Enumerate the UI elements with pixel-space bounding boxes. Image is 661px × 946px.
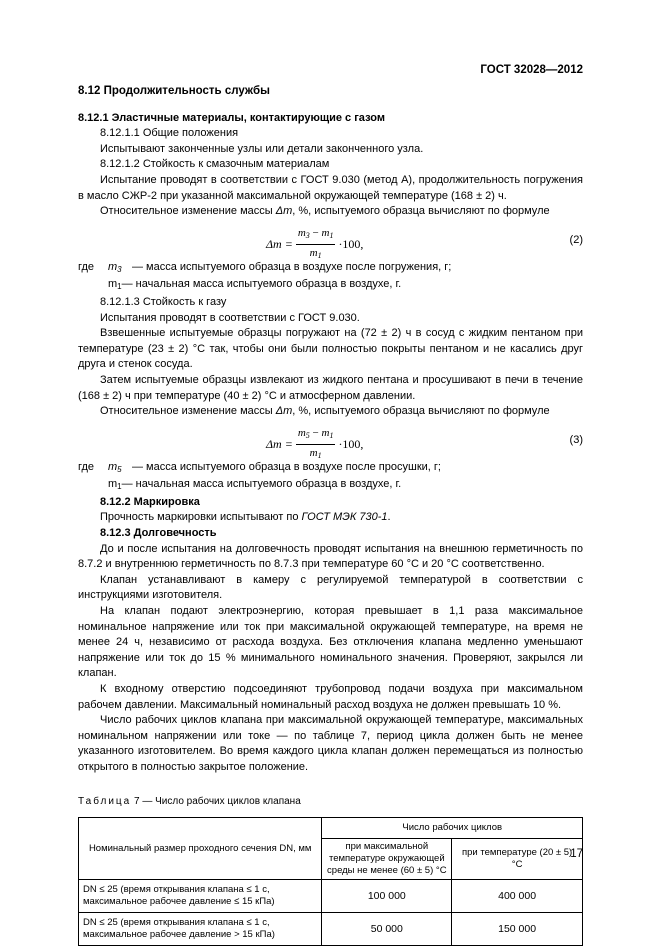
- table-header-row-1: [79, 818, 583, 839]
- table-7-caption: Таблица 7 — Число рабочих циклов клапана: [78, 795, 301, 807]
- table-row: [79, 880, 583, 913]
- formula-3-number: (3): [569, 433, 583, 446]
- section-8-12-3-p2: Клапан устанавливают в камеру с регулируемой температурой в соответствии с инструкциями изготовителя.: [78, 573, 583, 602]
- section-8-12-1-1-title: 8.12.1.1 Общие положения: [100, 127, 239, 140]
- section-8-12-3-title: 8.12.3 Долговечность: [100, 527, 217, 540]
- table-head-cycles: Число рабочих циклов: [322, 818, 583, 839]
- section-8-12-2-title: 8.12.2 Маркировка: [100, 495, 200, 508]
- section-8-12-1-title: 8.12.1 Эластичные материалы, контактирующие с газом: [78, 111, 385, 124]
- table-cell-room: 150 000: [452, 913, 583, 946]
- where-2-row-2: $m_1—$ начальная масса испытуемого образца в воздухе, г.: [108, 278, 402, 292]
- table-cell-dn: DN ≤ 25 (время открывания клапана ≤ 1 с, максимальное рабочее давление > 15 кПа): [79, 913, 322, 946]
- table-row: [79, 913, 583, 946]
- section-8-12-3-p1: До и после испытания на долговечность проводят испытания на внешнюю герметичность по 8.7.2 и внутреннюю герметичность по 8.7.3 при температуре 60 °С и 20 °С соответственно.: [78, 542, 583, 571]
- section-8-12-3-p4: К входному отверстию подсоединяют трубопровод подачи воздуха при максимальном рабочем давлении. Максимальный номинальный расход воздуха не должен превышать 10 %.: [78, 683, 583, 711]
- section-8-12-1-3-text-2: Взвешенные испытуемые образцы погружают на (72 ± 2) ч в сосуд с жидким пентаном при температуре (23 ± 2) °С так, чтобы они были полностью покрыты пентаном и не касались друг друга и стенок сосуда.: [78, 327, 583, 371]
- section-8-12-1-2-text: Испытание проводят в соответствии с ГОСТ 9.030 (метод А), продолжительность погружения в масло СЖР-2 при указанной максимальной окружающей температуре (168 ± 2) ч.: [78, 173, 583, 202]
- table-cell-room: 400 000: [452, 880, 583, 913]
- page-number: 17: [570, 848, 583, 860]
- section-8-12-title: 8.12 Продолжительность службы: [78, 85, 270, 97]
- formula-2: [78, 224, 583, 261]
- section-8-12-1-1-text: Испытывают законченные узлы или детали законченного узла.: [100, 142, 424, 155]
- document-id: ГОСТ 32028—2012: [480, 64, 583, 76]
- section-8-12-1-3-text-3: Затем испытуемые образцы извлекают из жидкого пентана и просушивают в печи в течение (168 ± 2) ч при температуре (40 ± 2) °С и атмосферном давлении.: [78, 373, 583, 402]
- where-2-row-1: где $m_3$ — масса испытуемого образца в воздухе после погружения, г;: [78, 260, 452, 274]
- table-head-max-temp: при максимальной температуре окружающей среды не менее (60 ± 5) °С: [322, 839, 452, 880]
- section-8-12-1-3-text-1: Испытания проводят в соответствии с ГОСТ 9.030.: [100, 311, 360, 324]
- where-3-row-1: где $m_5$ — масса испытуемого образца в воздухе после просушки, г;: [78, 460, 441, 474]
- formula-3-expression: Δm = $\frac{m_5 - m_1}{m_1}$ ·100,: [266, 426, 363, 464]
- formula-2-expression: Δm = $\frac{m_3 - m_1}{m_1}$ ·100,: [266, 226, 363, 264]
- formula-3-fraction: $\frac{m_5 - m_1}{m_1}$: [297, 426, 334, 461]
- formula-2-fraction: $\frac{m_3 - m_1}{m_1}$: [297, 226, 334, 261]
- table-7: [78, 817, 583, 946]
- table-cell-dn: DN ≤ 25 (время открывания клапана ≤ 1 с, максимальное рабочее давление ≤ 15 кПа): [79, 880, 322, 913]
- table-cell-max: 50 000: [322, 913, 452, 946]
- section-8-12-3-p5: Число рабочих циклов клапана при максимальной окружающей температуре, максимальных номинальном напряжении или токе — по таблице 7, период цикла должен быть не менее указанного изготовителем. Во время каждого цикла клапан должен перемещаться из полностью открытого в полностью закрытое положение.: [78, 714, 583, 773]
- section-8-12-1-3-title: 8.12.1.3 Стойкость к газу: [100, 295, 227, 308]
- where-3-row-2: $m_1—$ начальная масса испытуемого образца в воздухе, г.: [108, 478, 402, 492]
- table-head-room-temp: при температуре (20 ± 5) °С: [452, 839, 583, 880]
- section-8-12-1-2-title: 8.12.1.2 Стойкость к смазочным материалам: [100, 158, 330, 171]
- section-8-12-3-p3: На клапан подают электроэнергию, которая превышает в 1,1 раза максимальное номинальное напряжение или ток при максимальной окружающей температуре, на время не менее 24 ч, независимо от расхода воздуха. Без отключения клапана медленно уменьшают напряжение или ток до 15 % минимального номинального значения. Проверяют, закрылся ли клапан.: [78, 605, 583, 680]
- table-head-dn: Номинальный размер проходного сечения DN, мм: [79, 818, 322, 880]
- formula-3: [78, 424, 583, 461]
- formula-intro-2: Относительное изменение массы Δm, %, испытуемого образца вычисляют по формуле: [100, 205, 550, 218]
- table-cell-max: 100 000: [322, 880, 452, 913]
- main-content: [78, 84, 583, 946]
- section-8-12-2-text: Прочность маркировки испытывают по ГОСТ МЭК 730-1.: [100, 511, 391, 524]
- formula-2-number: (2): [569, 233, 583, 246]
- formula-intro-3: Относительное изменение массы Δm, %, испытуемого образца вычисляют по формуле: [100, 405, 550, 418]
